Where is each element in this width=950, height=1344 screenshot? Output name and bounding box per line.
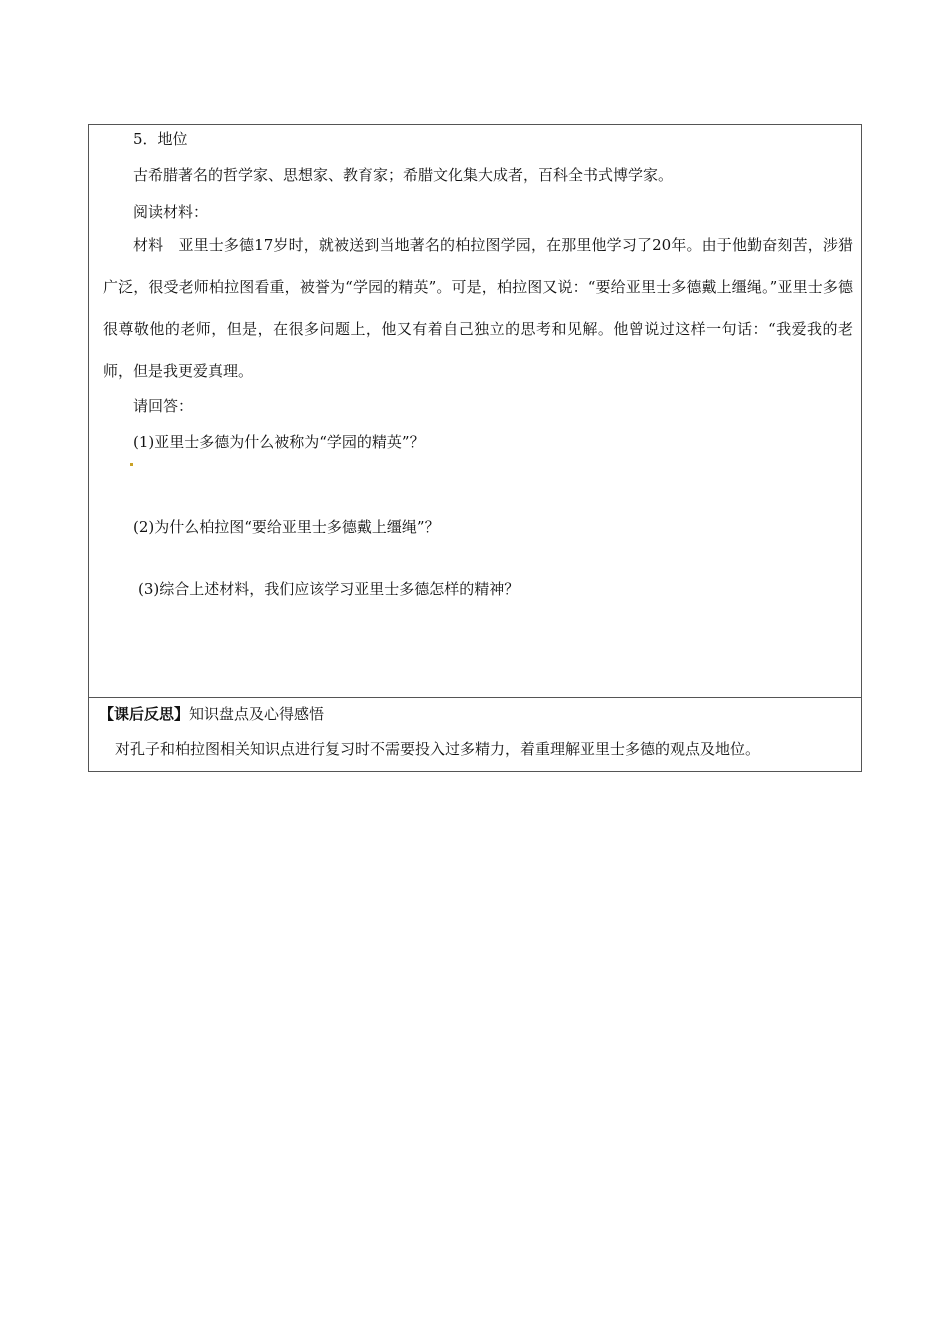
reflection-title-bracket: 【课后反思】: [99, 705, 190, 723]
reflection-section: [89, 698, 861, 771]
question-2: (2)为什么柏拉图“要给亚里士多德戴上缰绳”？: [133, 518, 440, 536]
reflection-title-rest: 知识盘点及心得感悟: [189, 705, 325, 723]
status-text: 古希腊著名的哲学家、思想家、教育家；希腊文化集大成者，百科全书式博学家。: [133, 166, 674, 184]
mark-dot: [130, 463, 133, 466]
question-3: (3)综合上述材料，我们应该学习亚里士多德怎样的精神？: [138, 580, 520, 598]
section-heading: 5．地位: [133, 130, 188, 148]
main-section: [89, 125, 861, 698]
reading-label: 阅读材料：: [133, 203, 209, 221]
material-paragraph: 材料 亚里士多德17岁时，就被送到当地著名的柏拉图学园，在那里他学习了20年。由于他勤奋刻苦，涉猎广泛，很受老师柏拉图看重，被誉为“学园的精英”。可是，柏拉图又说：“要给亚里士多德戴上缰绳。”亚里士多德很尊敬他的老师，但是，在很多问题上，他又有着自己独立的思考和见解。他曾说过这样一句话：“我爱我的老师，但是我更爱真理。: [103, 236, 853, 380]
reflection-title: [99, 704, 324, 724]
reflection-body: 对孔子和柏拉图相关知识点进行复习时不需要投入过多精力，着重理解亚里士多德的观点及地位。: [115, 740, 761, 758]
content-table: [88, 124, 862, 772]
answer-prompt: 请回答：: [133, 397, 194, 415]
question-1: (1)亚里士多德为什么被称为“学园的精英”？: [133, 433, 425, 451]
